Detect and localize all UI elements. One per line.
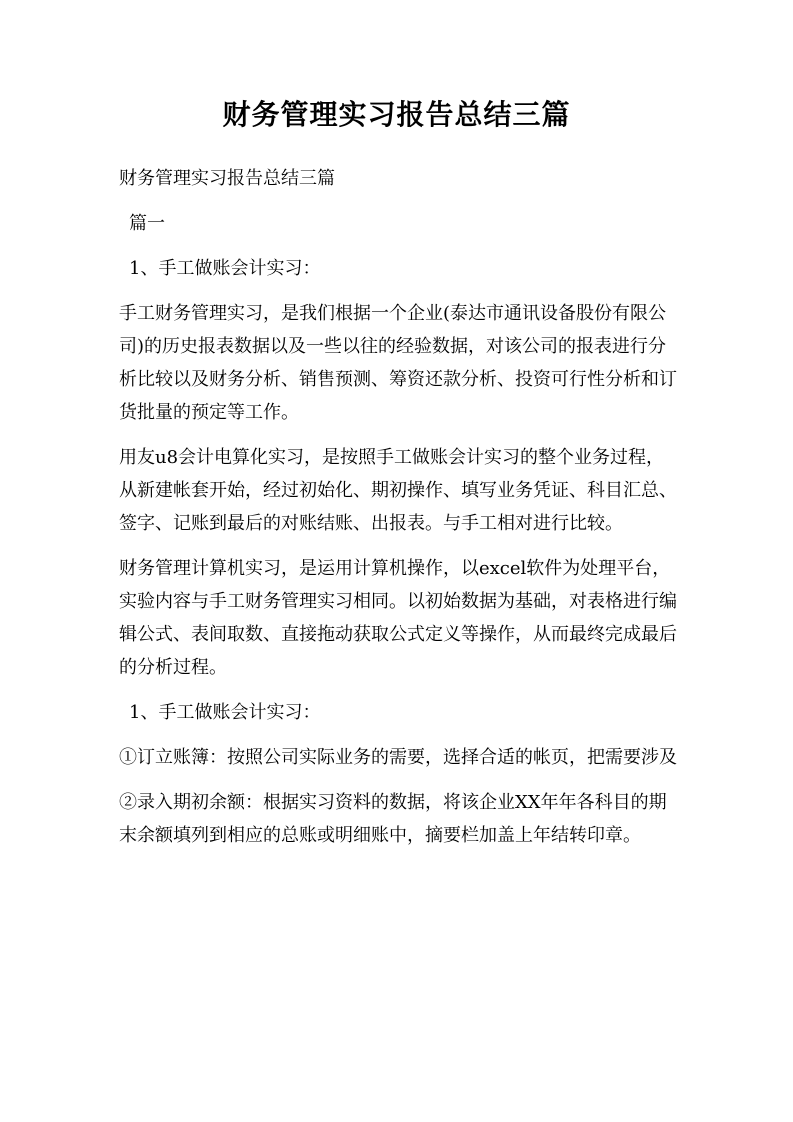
body-paragraph: 手工财务管理实习，是我们根据一个企业(泰达市通讯设备股份有限公司)的历史报表数据以及一些以往的经验数据，对该公司的报表进行分析比较以及财务分析、销售预测、筹资还款分析、投资可行性分析和订货批量的预定等工作。 <box>119 303 677 423</box>
subtitle-paragraph: 财务管理实习报告总结三篇 <box>119 168 335 189</box>
body-paragraph: 用友u8会计电算化实习，是按照手工做账会计实习的整个业务过程，从新建帐套开始，经过初始化、期初操作、填写业务凭证、科目汇总、签字、记账到最后的对账结账、出报表。与手工相对进行比较。 <box>119 447 677 534</box>
document-title: 财务管理实习报告总结三篇 <box>222 98 571 131</box>
body-paragraph: 财务管理计算机实习，是运用计算机操作，以excel软件为处理平台，实验内容与手工财务管理实习相同。以初始数据为基础，对表格进行编辑公式、表间取数、直接拖动获取公式定义等操作，从而最终完成最后的分析过程。 <box>119 558 677 678</box>
list-item-heading: 1、手工做账会计实习： <box>129 702 321 723</box>
list-item-heading: 1、手工做账会计实习： <box>129 258 321 279</box>
numbered-paragraph: ①订立账簿：按照公司实际业务的需要，选择合适的帐页，把需要涉及 <box>119 747 677 768</box>
numbered-paragraph: ②录入期初余额：根据实习资料的数据，将该企业XX年年各科目的期末余额填列到相应的总账或明细账中，摘要栏加盖上年结转印章。 <box>119 792 667 846</box>
document-body <box>119 162 679 864</box>
section-heading: 篇一 <box>129 213 165 234</box>
